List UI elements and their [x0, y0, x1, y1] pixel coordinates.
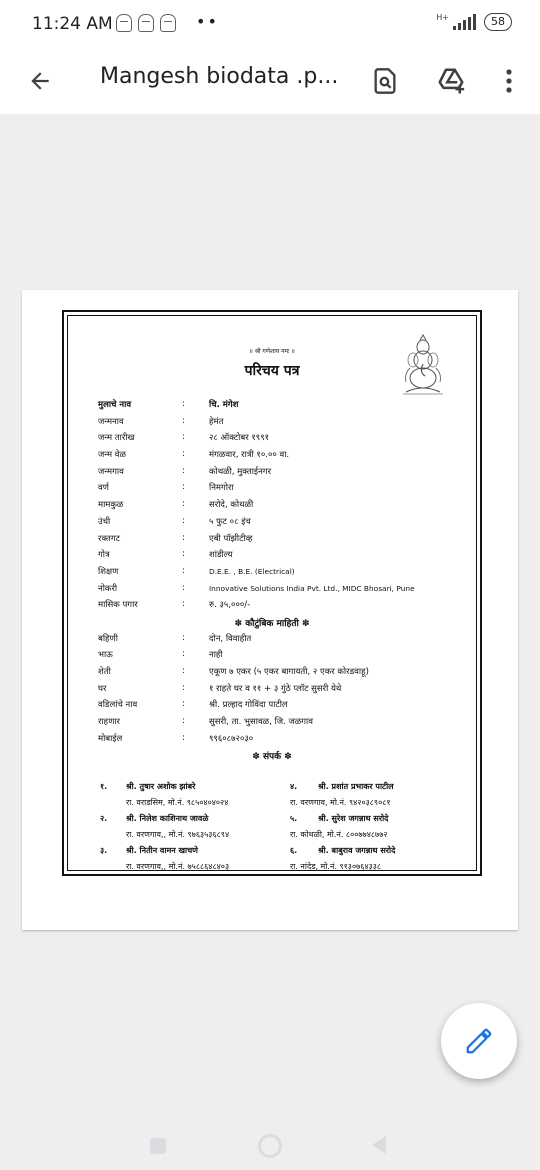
detail-value: चि. मंगेश: [209, 400, 239, 410]
family-row: [64, 681, 480, 698]
detail-row: [64, 447, 480, 464]
detail-value: सरोदे, कोथळी: [209, 500, 254, 511]
family-row: [64, 647, 480, 664]
system-back-button[interactable]: [372, 1136, 386, 1154]
contact-name-line: [64, 843, 480, 859]
contact-name: श्री. निलेश काशिनाथ जावळे: [126, 814, 209, 823]
biodata-card: [62, 310, 482, 876]
contact-address-line: [64, 859, 480, 875]
detail-value: ५ फुट ०८ इंच: [209, 516, 251, 527]
notification-icons: [116, 14, 176, 32]
contact-number: १.: [100, 782, 108, 791]
status-time: 11:24 AM: [32, 14, 113, 34]
family-row: [64, 731, 480, 748]
detail-row: [64, 547, 480, 564]
family-separator: :: [182, 716, 185, 727]
family-label: शेती: [98, 667, 111, 677]
detail-label: वर्ण: [98, 483, 109, 494]
detail-value: मंगळवार, रात्री १०.०० वा.: [209, 450, 290, 461]
detail-separator: :: [182, 399, 185, 409]
contact-name: श्री. सुरेश जगन्नाथ सरोदे: [318, 814, 389, 823]
more-vert-icon: [505, 68, 513, 94]
network-type: H+: [436, 12, 449, 22]
contact-number: ४.: [290, 782, 298, 791]
contact-address: रा. वरणगाव, मो.नं. ९४२०३८९०८१: [290, 798, 391, 807]
family-row: [64, 664, 480, 681]
signal-icon: [453, 14, 476, 30]
detail-separator: :: [182, 599, 185, 610]
add-to-drive-button[interactable]: [432, 62, 470, 100]
arrow-back-icon: [27, 68, 53, 94]
detail-value: २८ ऑक्टोबर १९९१: [209, 433, 270, 444]
find-in-document-button[interactable]: [366, 62, 404, 100]
invocation-text: ॥ श्री गणेशाय नमः ॥: [249, 348, 295, 355]
detail-separator: :: [182, 432, 185, 443]
biodata-details: [64, 397, 480, 764]
detail-separator: :: [182, 449, 185, 460]
edit-fab-button[interactable]: [441, 1003, 517, 1079]
notification-icon: [160, 14, 176, 32]
family-label: घर: [98, 683, 107, 694]
family-separator: :: [182, 666, 185, 676]
notification-icon: [116, 14, 132, 32]
detail-label: नोकरी: [98, 583, 118, 594]
detail-label: गोत्र: [98, 550, 110, 561]
family-label: बहिणी: [98, 633, 118, 644]
detail-row: [64, 480, 480, 497]
status-bar: [0, 0, 540, 48]
contact-address: रा. नांदेड, मो.नं. ९१३०७६४३३८: [290, 862, 382, 871]
family-value: १ राहते घर व ११ + ३ गुंठे प्लॉट सुसरी येथे: [209, 683, 342, 694]
detail-value: हेमंत: [209, 416, 224, 427]
status-indicators: [436, 13, 512, 31]
family-value: एकूण ७ एकर (५ एकर बागायती, २ एकर कोरडवाहू): [209, 667, 369, 677]
detail-label: जन्म तारीख: [98, 433, 135, 444]
detail-row: [64, 464, 480, 481]
back-button[interactable]: [22, 63, 58, 99]
contact-address: रा. वरणगाव,, मो.नं. ७५८८६४८४०३: [126, 862, 230, 871]
home-button[interactable]: [258, 1134, 282, 1158]
detail-separator: :: [182, 515, 185, 526]
more-options-button[interactable]: [495, 62, 523, 100]
family-row: [64, 631, 480, 648]
detail-row: [64, 414, 480, 431]
detail-separator: :: [182, 499, 185, 510]
add-to-drive-icon: [436, 66, 466, 96]
system-navigation-bar: [0, 1124, 540, 1170]
detail-label: मासिक पगार: [98, 600, 138, 611]
contact-name: श्री. बाबुराव जगन्नाथ सरोदे: [318, 846, 396, 855]
contact-name: श्री. नितीन वामन खाचणे: [126, 846, 198, 855]
notification-icon: [138, 14, 154, 32]
detail-value: एबी पॉझीटीव्ह: [209, 533, 253, 544]
contact-address: रा. वरणगाव,, मो.नं. ९७६३५३६८९४: [126, 830, 230, 839]
contact-address-line: [64, 795, 480, 811]
contact-number: २.: [100, 814, 108, 823]
family-label: भाऊ: [98, 650, 113, 661]
detail-row: [64, 597, 480, 614]
family-label: राहणार: [98, 717, 121, 728]
detail-label: मामकुळ: [98, 500, 124, 511]
detail-row: [64, 497, 480, 514]
document-title: Mangesh biodata .p...: [100, 64, 339, 89]
family-label: वडिलांचे नाव: [98, 700, 138, 711]
detail-row: [64, 564, 480, 581]
card-title: परिचय पत्र: [244, 363, 300, 379]
contact-number: ५.: [290, 814, 298, 823]
pdf-page[interactable]: [22, 290, 518, 930]
detail-row: [64, 514, 480, 531]
detail-row: [64, 397, 480, 414]
app-bar: [0, 48, 540, 114]
contact-number: ६.: [290, 846, 298, 855]
contact-name-line: [64, 779, 480, 795]
recent-apps-button[interactable]: [150, 1138, 166, 1154]
detail-separator: :: [182, 549, 185, 560]
detail-label: उंची: [98, 516, 111, 527]
family-label: मोबाईल: [98, 733, 123, 744]
detail-label: मुलाचे नाव: [98, 400, 132, 410]
contact-address: रा. वराडसिम, मो.नं. ९८५०४०४०२४: [126, 798, 229, 807]
family-separator: :: [182, 649, 185, 660]
detail-value: निमगोरा: [209, 483, 234, 494]
contact-number: ३.: [100, 846, 108, 855]
detail-label: शिक्षण: [98, 566, 119, 577]
battery-icon: 58: [484, 13, 512, 31]
family-separator: :: [182, 632, 185, 643]
family-separator: :: [182, 682, 185, 693]
detail-separator: :: [182, 465, 185, 476]
family-value: नाही: [209, 650, 223, 661]
more-notifications-icon: ••: [196, 12, 219, 31]
family-value: सुसरी, ता. भुसावळ, जि. जळगाव: [209, 717, 313, 728]
family-row: [64, 714, 480, 731]
contact-name-line: [64, 811, 480, 827]
family-info-heading: ✽ कौटुंबिक माहिती ✽: [234, 618, 310, 629]
detail-separator: :: [182, 532, 185, 543]
contact-address: रा. कोथळी, मो.नं. ८००७७४८७७२: [290, 830, 388, 839]
detail-row: [64, 581, 480, 598]
family-separator: :: [182, 732, 185, 743]
detail-separator: :: [182, 482, 185, 493]
contact-name: श्री. प्रशांत प्रभाकर पाटील: [318, 782, 394, 791]
pencil-icon: [464, 1026, 494, 1056]
detail-label: जन्मनाव: [98, 416, 124, 427]
detail-value: D.E.E. , B.E. (Electrical): [209, 566, 295, 576]
detail-value: कोथळी, मुक्ताईनगर: [209, 466, 272, 477]
contact-heading: ✽ संपर्क ✽: [252, 752, 292, 763]
family-value: दोन, विवाहीत: [209, 633, 252, 644]
detail-value: Innovative Solutions India Pvt. Ltd., MIDC Bhosari, Pune: [209, 583, 415, 593]
find-in-page-icon: [371, 67, 399, 95]
ganesha-image: [398, 334, 448, 396]
family-row: [64, 697, 480, 714]
detail-label: जन्मगाव: [98, 466, 124, 477]
detail-separator: :: [182, 565, 185, 576]
detail-value: रु. ३५,०००/-: [209, 600, 251, 611]
detail-row: [64, 430, 480, 447]
family-separator: :: [182, 699, 185, 710]
detail-separator: :: [182, 415, 185, 426]
contact-name: श्री. तुषार अशोक झांबरे: [126, 782, 196, 791]
family-value: श्री. प्रल्हाद गोविंदा पाटील: [209, 700, 288, 711]
detail-label: जन्म वेळ: [98, 450, 126, 461]
detail-row: [64, 531, 480, 548]
contact-address-line: [64, 827, 480, 843]
detail-value: शांडील्य: [209, 550, 233, 561]
detail-separator: :: [182, 582, 185, 593]
family-value: ९९६०८७२०३०: [209, 733, 254, 744]
detail-label: रक्तगट: [98, 533, 120, 544]
